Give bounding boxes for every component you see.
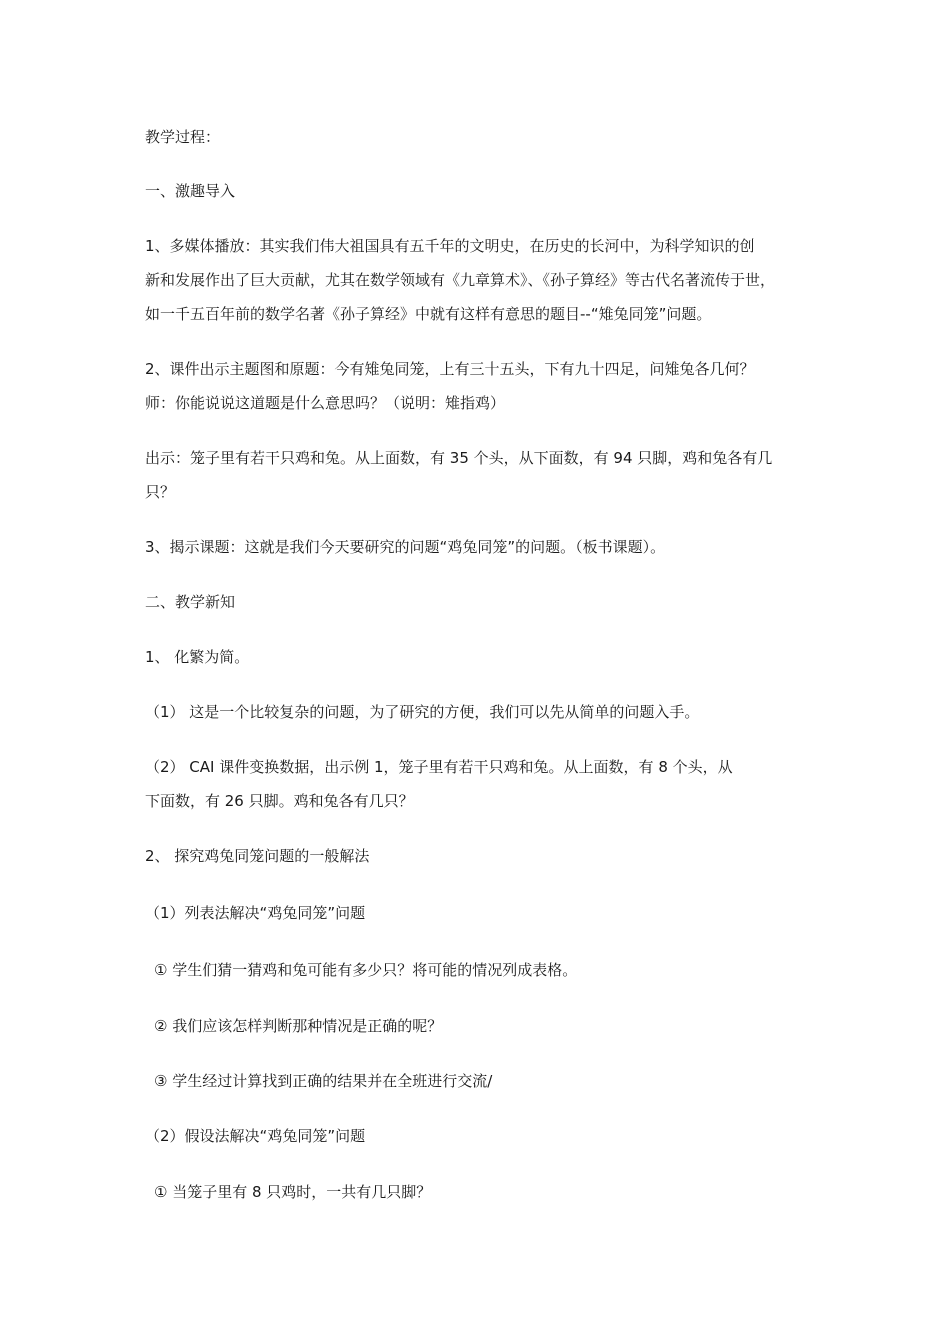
- section-heading-2: 二、教学新知: [145, 593, 236, 611]
- paragraph-1-line-1: 1、多媒体播放：其实我们伟大祖国具有五千年的文明史，在历史的长河中，为科学知识的创: [145, 237, 755, 255]
- paragraph-2-line-2: 师：你能说说这道题是什么意思吗？（说明：雉指鸡）: [145, 394, 506, 412]
- paragraph-1-line-2: 新和发展作出了巨大贡献，尤其在数学领域有《九章算术》、《孙子算经》等古代名著流传于世，: [145, 271, 776, 289]
- sub-item-2-line-2: 下面数，有 26 只脚。鸡和兔各有几只？: [145, 792, 414, 810]
- list-item-2: 2、 探究鸡兔同笼问题的一般解法: [145, 847, 370, 865]
- paragraph-1-line-3: 如一千五百年前的数学名著《孙子算经》中就有这样有意思的题目--“雉兔同笼”问题。: [145, 305, 712, 323]
- method-2-heading: （2）假设法解决“鸡兔同笼”问题: [145, 1127, 366, 1145]
- method-1-step-3: ③ 学生经过计算找到正确的结果并在全班进行交流/: [154, 1072, 493, 1090]
- paragraph-4: 3、揭示课题：这就是我们今天要研究的问题“鸡兔同笼”的问题。（板书课题）。: [145, 538, 666, 556]
- method-2-step-1: ① 当笼子里有 8 只鸡时，一共有几只脚？: [154, 1183, 432, 1201]
- paragraph-2-line-1: 2、课件出示主题图和原题：今有雉兔同笼，上有三十五头，下有九十四足，问雉兔各几何？: [145, 360, 755, 378]
- doc-title: 教学过程：: [145, 128, 221, 146]
- paragraph-3-line-2: 只？: [145, 483, 176, 501]
- method-1-step-1: ① 学生们猜一猜鸡和兔可能有多少只？将可能的情况列成表格。: [154, 961, 578, 979]
- method-1-heading: （1）列表法解决“鸡兔同笼”问题: [145, 904, 366, 922]
- paragraph-3-line-1: 出示：笼子里有若干只鸡和兔。从上面数，有 35 个头，从下面数，有 94 只脚，鸡和兔各有几: [145, 449, 773, 467]
- sub-item-1: （1） 这是一个比较复杂的问题，为了研究的方便，我们可以先从简单的问题入手。: [145, 703, 700, 721]
- method-1-step-2: ② 我们应该怎样判断那种情况是正确的呢？: [154, 1017, 443, 1035]
- list-item-1: 1、 化繁为简。: [145, 648, 250, 666]
- section-heading-1: 一、激趣导入: [145, 182, 236, 200]
- sub-item-2-line-1: （2） CAI 课件变换数据，出示例 1，笼子里有若干只鸡和兔。从上面数，有 8 个头，从: [145, 758, 733, 776]
